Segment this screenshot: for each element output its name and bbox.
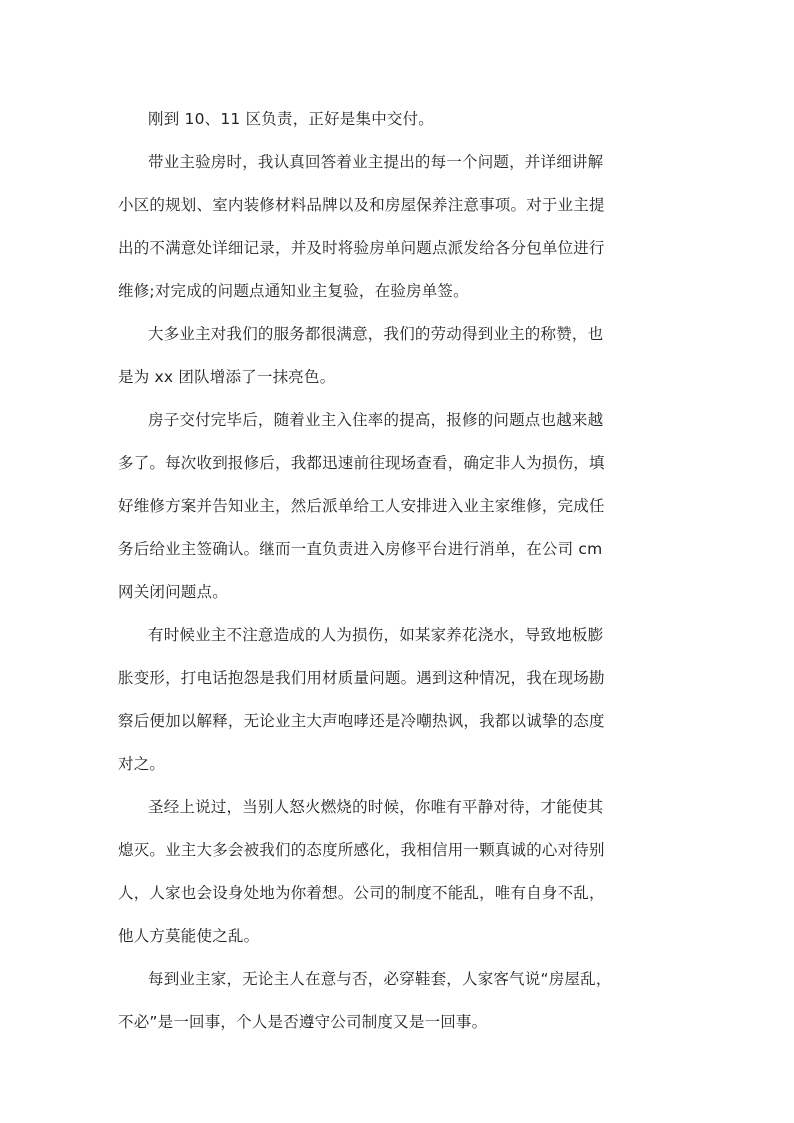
- text-line: 刚到 10、11 区负责，正好是集中交付。: [148, 110, 435, 128]
- paragraph-5: [118, 614, 678, 786]
- text-line: 圣经上说过，当别人怒火燃烧的时候，你唯有平静对待，才能使其: [148, 798, 604, 816]
- text-line: 熄灭。业主大多会被我们的态度所感化，我相信用一颗真诚的心对待别: [118, 841, 605, 859]
- text-line: 大多业主对我们的服务都很满意，我们的劳动得到业主的称赞，也: [148, 325, 604, 343]
- text-line: 维修;对完成的问题点通知业主复验，在验房单签。: [118, 282, 469, 300]
- text-line: 小区的规划、室内装修材料品牌以及和房屋保养注意事项。对于业主提: [118, 196, 605, 214]
- text-line: 有时候业主不注意造成的人为损伤，如某家养花浇水，导致地板膨: [148, 626, 604, 644]
- text-line: 好维修方案并告知业主，然后派单给工人安排进入业主家维修，完成任: [118, 497, 605, 515]
- text-line: 出的不满意处详细记录，并及时将验房单问题点派发给各分包单位进行: [118, 239, 605, 257]
- text-line: 胀变形，打电话抱怨是我们用材质量问题。遇到这种情况，我在现场勘: [118, 669, 605, 687]
- text-line: 对之。: [118, 755, 166, 773]
- text-line: 每到业主家，无论主人在意与否，必穿鞋套，人家客气说“房屋乱，: [148, 970, 612, 988]
- text-line: 察后便加以解释，无论业主大声咆哮还是冷嘲热讽，我都以诚挚的态度: [118, 712, 605, 730]
- paragraph-4: [118, 399, 678, 614]
- paragraph-1: [118, 98, 678, 141]
- paragraph-6: [118, 786, 678, 958]
- text-line: 不必”是一回事，个人是否遵守公司制度又是一回事。: [118, 1013, 488, 1031]
- text-line: 房子交付完毕后，随着业主入住率的提高，报修的问题点也越来越: [148, 411, 604, 429]
- paragraph-2: [118, 141, 678, 313]
- text-line: 务后给业主签确认。继而一直负责进入房修平台进行消单，在公司 cm: [118, 540, 603, 558]
- document-page: [118, 98, 678, 1044]
- paragraph-3: [118, 313, 678, 399]
- text-line: 多了。每次收到报修后，我都迅速前往现场查看，确定非人为损伤，填: [118, 454, 605, 472]
- text-line: 网关闭问题点。: [118, 583, 228, 601]
- text-line: 带业主验房时，我认真回答着业主提出的每一个问题，并详细讲解: [148, 153, 604, 171]
- text-line: 是为 xx 团队增添了一抹亮色。: [118, 368, 336, 386]
- text-line: 他人方莫能使之乱。: [118, 927, 260, 945]
- paragraph-7: [118, 958, 678, 1044]
- text-line: 人，人家也会设身处地为你着想。公司的制度不能乱，唯有自身不乱，: [118, 884, 605, 902]
